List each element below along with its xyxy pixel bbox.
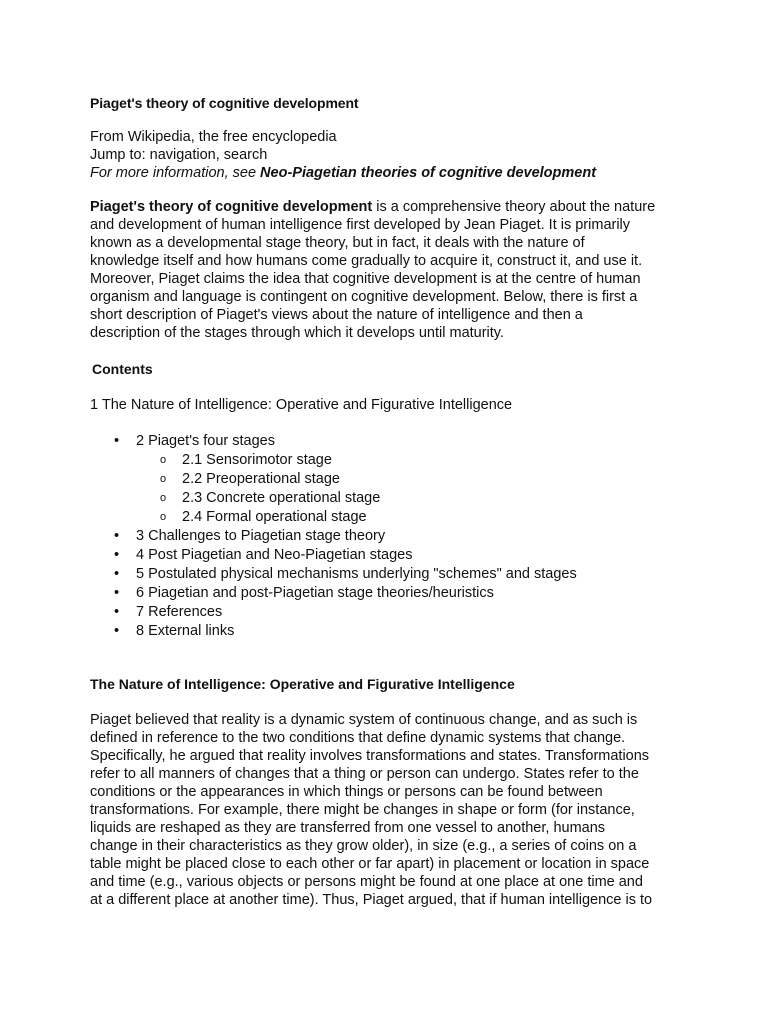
toc-subitem[interactable] [90, 508, 690, 527]
toc-item[interactable] [90, 622, 690, 641]
intro-line-text: is a comprehensive theory about the nature [372, 199, 656, 215]
toc-item-label: 7 References [136, 604, 223, 620]
bullet-icon: • [114, 623, 120, 639]
document-page [90, 94, 690, 909]
toc-subitem[interactable] [90, 470, 690, 489]
toc-item[interactable] [90, 527, 690, 546]
toc-item[interactable] [90, 565, 690, 584]
toc-item-label: 6 Piagetian and post-Piagetian stage theories/heuristics [136, 585, 494, 601]
intro-line: organism and language is contingent on cognitive development. Below, there is first a [90, 289, 638, 305]
circle-bullet-icon: o [160, 454, 167, 466]
toc-item-label: 4 Post Piagetian and Neo-Piagetian stages [136, 547, 413, 563]
intro-line: Moreover, Piaget claims the idea that cognitive development is at the centre of human [90, 271, 641, 287]
bullet-icon: • [114, 585, 120, 601]
toc-item[interactable]: 1 The Nature of Intelligence: Operative and Figurative Intelligence [90, 397, 513, 413]
bullet-icon: • [114, 528, 120, 544]
section-line: transformations. For example, there might be changes in shape or form (for instance, [90, 802, 635, 818]
more-info-link[interactable]: Neo-Piagetian theories of cognitive development [260, 165, 597, 181]
intro-bold-lead: Piaget's theory of cognitive development [90, 199, 373, 215]
toc-subitems-container [90, 451, 690, 527]
circle-bullet-icon: o [160, 473, 167, 485]
section-line: defined in reference to the two conditions that define dynamic systems that change. [90, 730, 626, 746]
toc-item-label: 5 Postulated physical mechanisms underlying "schemes" and stages [136, 566, 577, 582]
page-title: Piaget's theory of cognitive development [90, 95, 359, 111]
section-line: conditions or the appearances in which things or persons can be found between [90, 784, 603, 800]
intro-line: and development of human intelligence first developed by Jean Piaget. It is primarily [90, 217, 631, 233]
toc-subitem-label: 2.2 Preoperational stage [182, 471, 340, 487]
jump-line: Jump to: navigation, search [90, 147, 268, 163]
intro-line: short description of Piaget's views about the nature of intelligence and then a [90, 307, 583, 323]
section-line: table might be placed close to each other or far apart) in placement or location in space [90, 856, 650, 872]
toc-subitem[interactable] [90, 489, 690, 508]
section-paragraph [90, 711, 690, 909]
table-of-contents [90, 432, 690, 641]
toc-item[interactable] [90, 584, 690, 603]
toc-item[interactable] [90, 603, 690, 622]
circle-bullet-icon: o [160, 511, 167, 523]
section-line: refer to all manners of changes that a thing or person can undergo. States refer to the [90, 766, 639, 782]
intro-paragraph [90, 198, 686, 342]
more-info-line [90, 164, 690, 182]
section-line: and time (e.g., various objects or persons might be found at one place at one time and [90, 874, 643, 890]
bullet-icon: • [114, 604, 120, 620]
section-line: at a different place at another time). Thus, Piaget argued, that if human intelligence is to [90, 892, 653, 908]
intro-line: description of the stages through which it develops until maturity. [90, 325, 505, 341]
section-line: Specifically, he argued that reality involves transformations and states. Transformations [90, 748, 650, 764]
toc-item-label: 3 Challenges to Piagetian stage theory [136, 528, 386, 544]
section-heading: The Nature of Intelligence: Operative and Figurative Intelligence [90, 676, 515, 692]
toc-subitem-label: 2.4 Formal operational stage [182, 509, 367, 525]
section-line: liquids are reshaped as they are transferred from one vessel to another, humans [90, 820, 606, 836]
toc-subitem[interactable] [90, 451, 690, 470]
source-line: From Wikipedia, the free encyclopedia [90, 129, 337, 145]
more-info-prefix: For more information, see [90, 165, 261, 181]
bullet-icon: • [114, 547, 120, 563]
bullet-icon: • [114, 566, 120, 582]
section-line: Piaget believed that reality is a dynamic system of continuous change, and as such is [90, 712, 638, 728]
intro-line: knowledge itself and how humans come gradually to acquire it, construct it, and use it. [90, 253, 643, 269]
toc-subitem-label: 2.1 Sensorimotor stage [182, 452, 332, 468]
intro-line: known as a developmental stage theory, but in fact, it deals with the nature of [90, 235, 585, 251]
circle-bullet-icon: o [160, 492, 167, 504]
intro-line [90, 198, 686, 216]
toc-subitem-label: 2.3 Concrete operational stage [182, 490, 381, 506]
contents-heading: Contents [92, 361, 153, 377]
toc-item[interactable] [90, 432, 690, 451]
toc-sublist [90, 451, 690, 527]
article-meta [90, 128, 690, 182]
bullet-icon: • [114, 433, 120, 449]
section-line: change in their characteristics as they grow older), in size (e.g., a series of coins on a [90, 838, 637, 854]
toc-item[interactable] [90, 546, 690, 565]
toc-item-label: 2 Piaget's four stages [136, 433, 275, 449]
toc-item-label: 8 External links [136, 623, 235, 639]
